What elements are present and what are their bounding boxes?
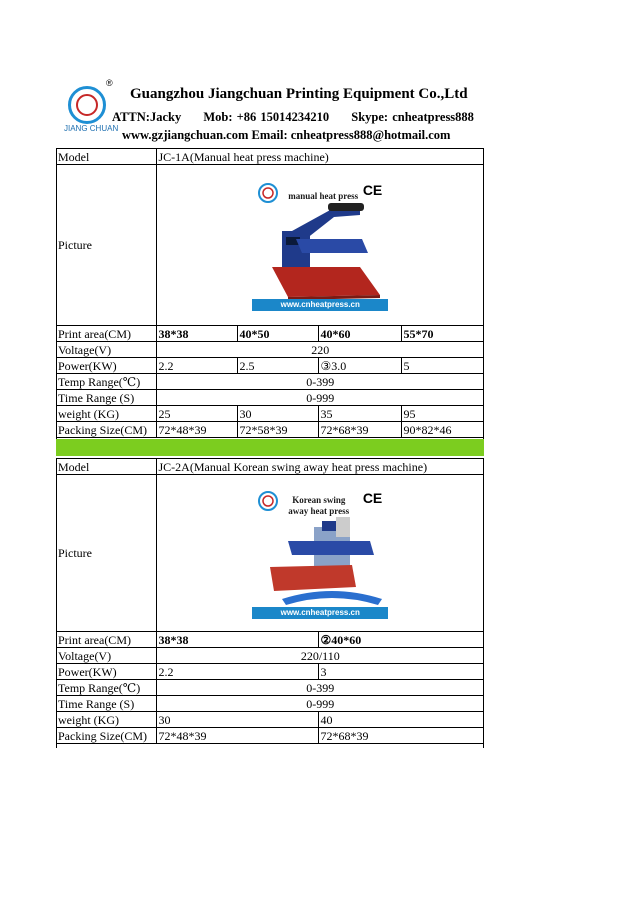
company-name: Guangzhou Jiangchuan Printing Equipment Co.,Ltd: [130, 86, 468, 102]
table-row: [56, 459, 484, 475]
table-row: [56, 680, 484, 696]
mobile-text: Mob: +86 15014234210: [203, 110, 330, 124]
picture-cell: [156, 165, 484, 326]
table-row: [56, 406, 484, 422]
print-area-cell: ②40*60: [318, 632, 484, 648]
power-label: Power(KW): [56, 358, 156, 374]
model-value: JC-1A(Manual heat press machine): [156, 149, 484, 165]
power-cell: 2.2: [156, 358, 237, 374]
image-title: manual heat press: [288, 191, 359, 201]
weight-cell: 25: [156, 406, 237, 422]
ce-mark: CE: [362, 490, 383, 506]
table-row: [56, 696, 484, 712]
packing-label: Packing Size(CM): [56, 728, 156, 744]
section-divider: [56, 439, 484, 456]
temp-label: Temp Range(℃): [56, 374, 156, 390]
table-row: [56, 326, 484, 342]
image-caption: www.cnheatpress.cn: [252, 607, 388, 619]
product-image: [252, 487, 388, 619]
model-label: Model: [56, 459, 156, 475]
document-header: [0, 70, 638, 150]
picture-cell: [156, 475, 484, 632]
image-title-line1: Korean swing: [292, 495, 346, 505]
table-row: [56, 390, 484, 406]
table-row: [56, 664, 484, 680]
print-area-cell: 38*38: [156, 632, 318, 648]
weight-label: weight (KG): [56, 406, 156, 422]
packing-cell: 72*68*39: [318, 422, 401, 438]
print-area-cell: 40*50: [237, 326, 318, 342]
weight-cell: 40: [318, 712, 484, 728]
weight-cell: 95: [401, 406, 484, 422]
weight-cell: 30: [237, 406, 318, 422]
packing-cell: 72*68*39: [318, 728, 484, 744]
product1-spec-table: [56, 148, 484, 438]
power-cell: 2.2: [156, 664, 318, 680]
temp-value: 0-399: [156, 374, 484, 390]
image-caption: www.cnheatpress.cn: [252, 299, 388, 311]
table-row: [56, 374, 484, 390]
power-label: Power(KW): [56, 664, 156, 680]
packing-cell: 72*48*39: [156, 728, 318, 744]
print-area-label: Print area(CM): [56, 326, 156, 342]
company-logo: [64, 78, 119, 142]
time-value: 0-999: [156, 696, 484, 712]
web-email-line: www.gzjiangchuan.com Email: cnheatpress888@hotmail.com: [122, 128, 451, 142]
picture-label: Picture: [56, 165, 156, 326]
power-cell: ③3.0: [318, 358, 401, 374]
weight-label: weight (KG): [56, 712, 156, 728]
table-row: [56, 632, 484, 648]
time-label: Time Range (S): [56, 696, 156, 712]
voltage-label: Voltage(V): [56, 648, 156, 664]
table-row: [56, 422, 484, 438]
voltage-value: 220: [156, 342, 484, 358]
voltage-label: Voltage(V): [56, 342, 156, 358]
table-row: [56, 149, 484, 165]
table-row: [56, 342, 484, 358]
skype-text: Skype: cnheatpress888: [351, 110, 474, 124]
logo-text: JIANG CHUAN: [64, 124, 119, 133]
picture-label: Picture: [56, 475, 156, 632]
product-image: [252, 179, 388, 311]
packing-cell: 90*82*46: [401, 422, 484, 438]
print-area-cell: 55*70: [401, 326, 484, 342]
contact-line: [112, 110, 492, 125]
table-row: [56, 165, 484, 326]
table-row: [56, 648, 484, 664]
model-label: Model: [56, 149, 156, 165]
temp-value: 0-399: [156, 680, 484, 696]
packing-cell: 72*58*39: [237, 422, 318, 438]
ce-mark: CE: [362, 182, 383, 198]
model-value: JC-2A(Manual Korean swing away heat press machine): [156, 459, 484, 475]
packing-label: Packing Size(CM): [56, 422, 156, 438]
table-row: [56, 728, 484, 744]
power-cell: 2.5: [237, 358, 318, 374]
print-area-label: Print area(CM): [56, 632, 156, 648]
power-cell: 3: [318, 664, 484, 680]
voltage-value: 220/110: [156, 648, 484, 664]
print-area-cell: 40*60: [318, 326, 401, 342]
product2-spec-table: [56, 458, 484, 744]
temp-label: Temp Range(℃): [56, 680, 156, 696]
print-area-cell: 38*38: [156, 326, 237, 342]
power-cell: 5: [401, 358, 484, 374]
attn-text: ATTN:Jacky: [112, 110, 182, 124]
time-value: 0-999: [156, 390, 484, 406]
table-row: [56, 712, 484, 728]
image-title-line2: away heat press: [288, 506, 350, 516]
packing-cell: 72*48*39: [156, 422, 237, 438]
table-row: [56, 358, 484, 374]
weight-cell: 30: [156, 712, 318, 728]
time-label: Time Range (S): [56, 390, 156, 406]
logo-circle-icon: [68, 86, 106, 124]
registered-mark: ®: [106, 78, 113, 88]
weight-cell: 35: [318, 406, 401, 422]
table-row: [56, 475, 484, 632]
